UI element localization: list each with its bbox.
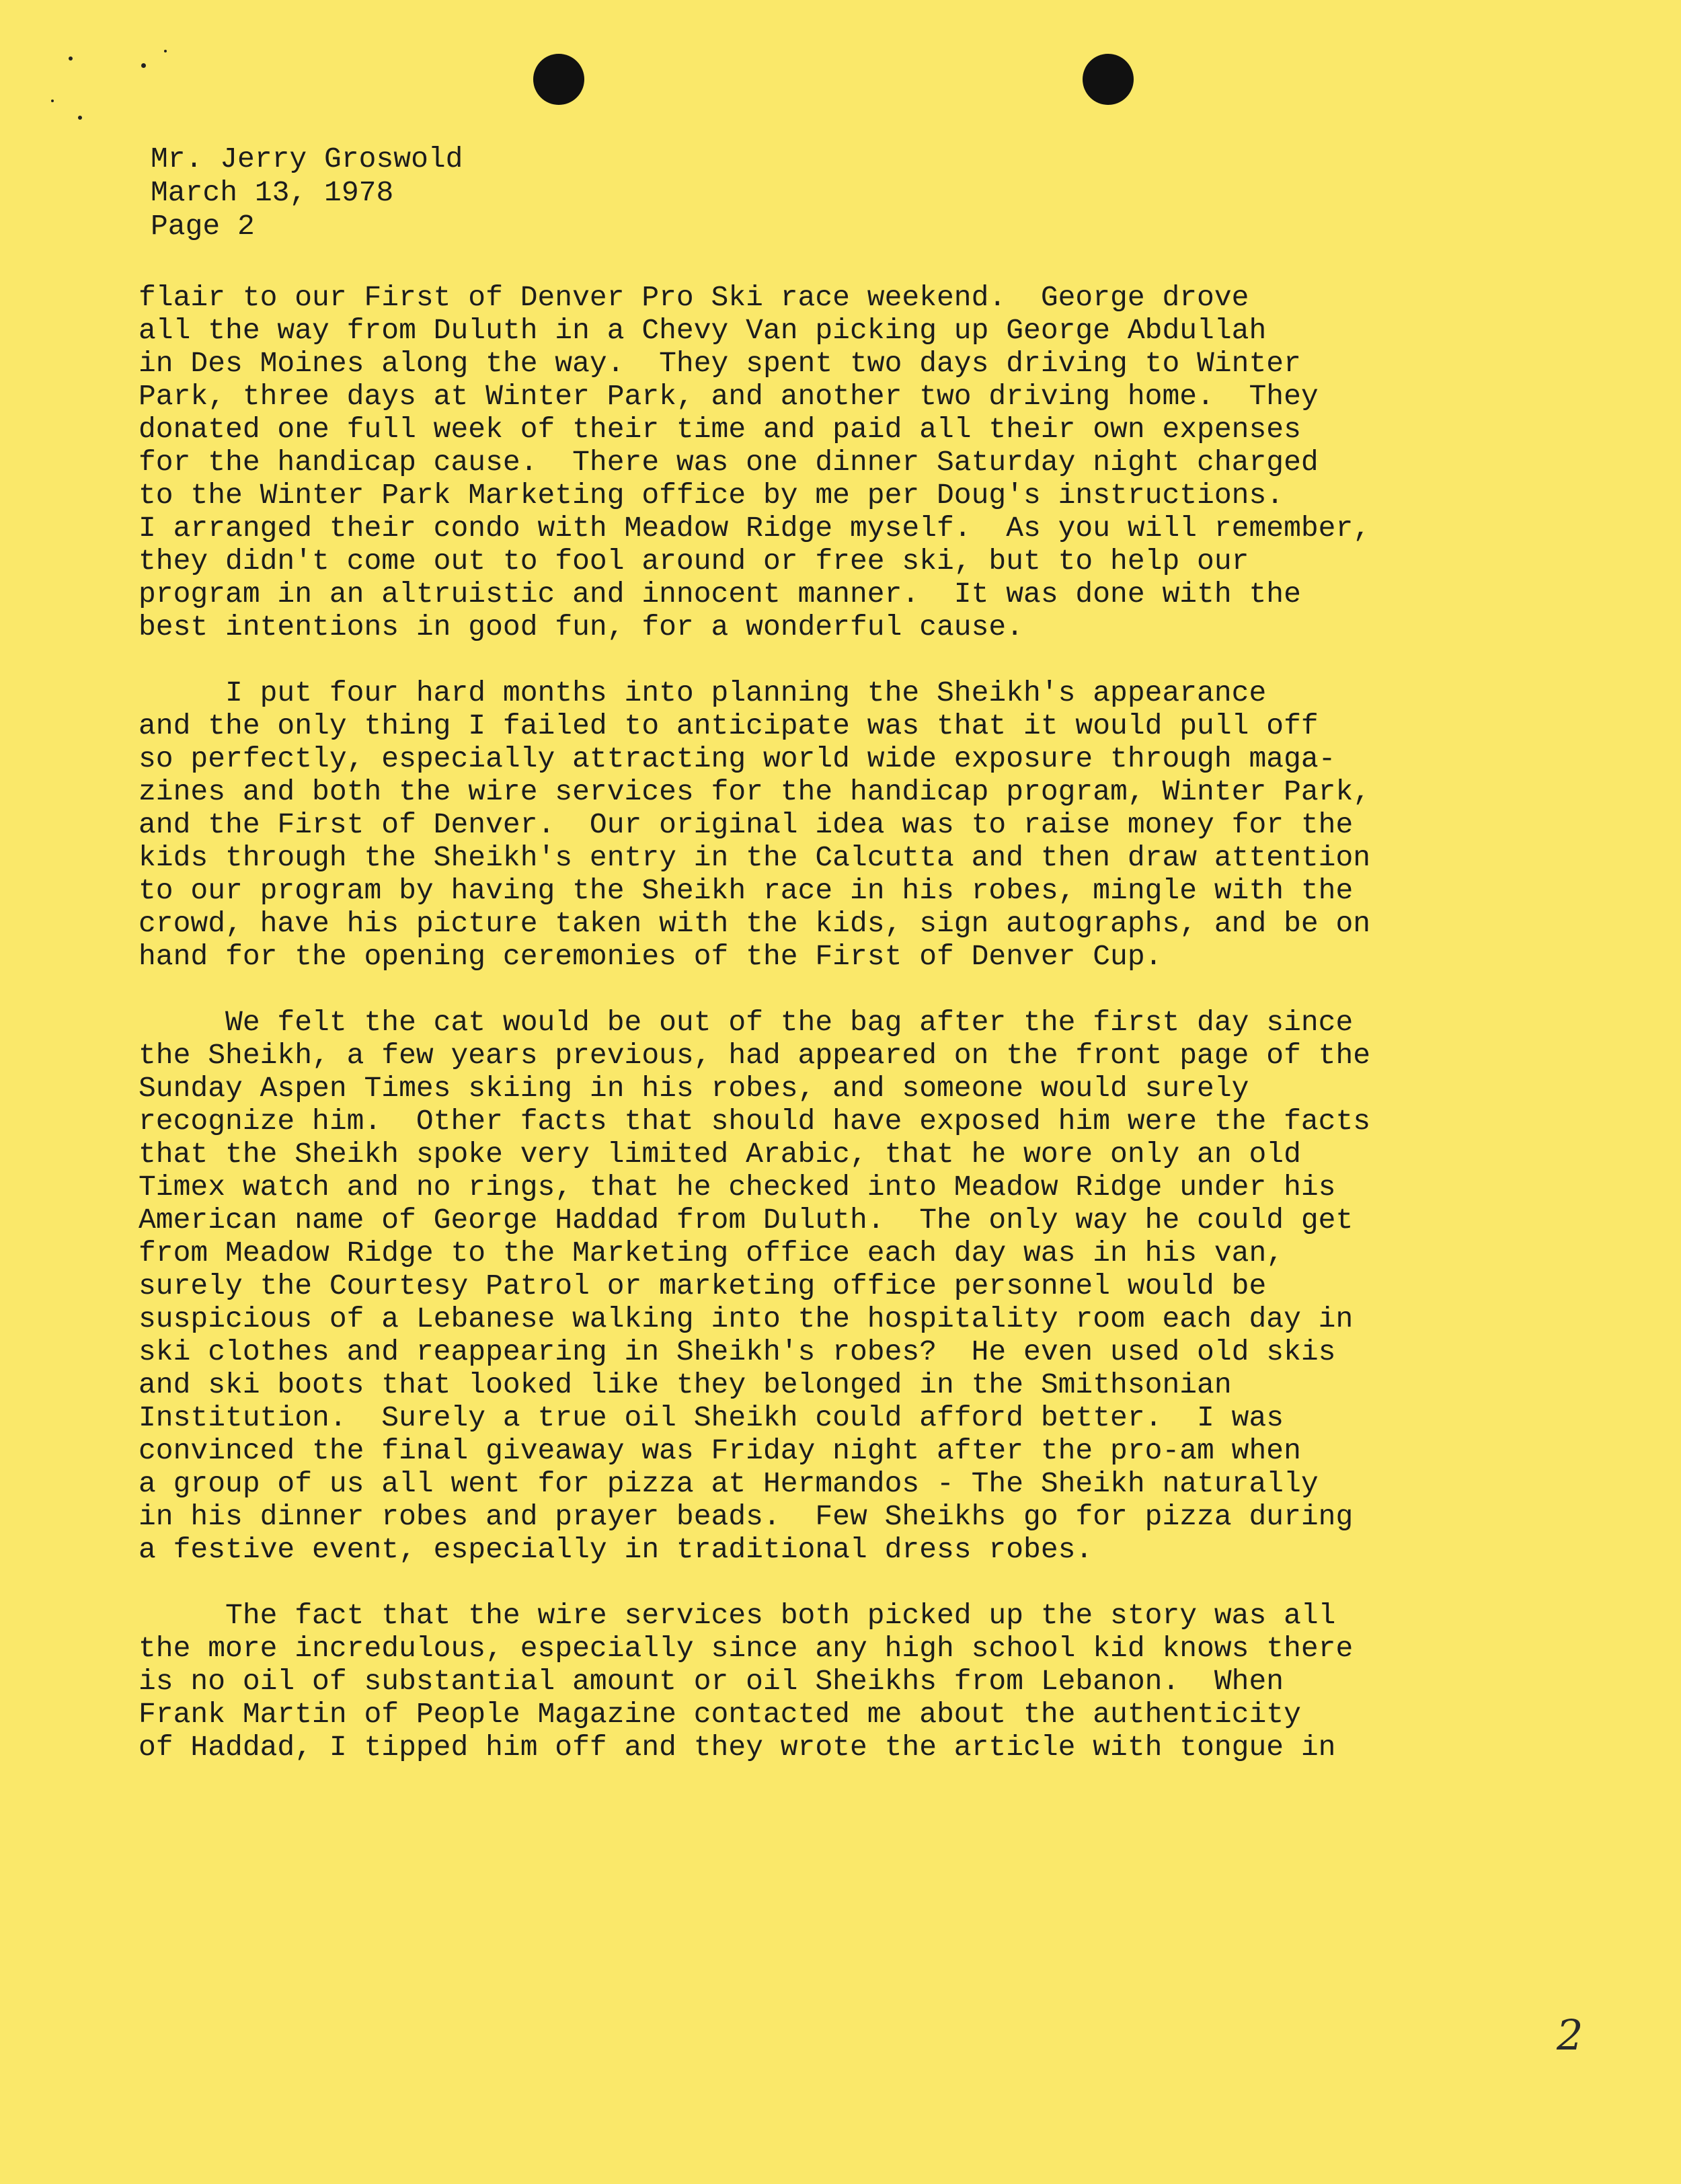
recipient-line: Mr. Jerry Groswold (151, 143, 463, 176)
text-line: ski clothes and reappearing in Sheikh's robes? He even used old skis (139, 1335, 1336, 1368)
text-line: so perfectly, especially attracting world wide exposure through maga- (139, 742, 1336, 775)
punch-hole-left (533, 54, 584, 105)
text-line: program in an altruistic and innocent manner. It was done with the (139, 578, 1301, 611)
paper-speck (164, 50, 167, 52)
text-line: Timex watch and no rings, that he checked into Meadow Ridge under his (139, 1171, 1336, 1204)
text-line: donated one full week of their time and paid all their own expenses (139, 413, 1301, 446)
text-line: to our program by having the Sheikh race in his robes, mingle with the (139, 874, 1354, 907)
paper-speck (78, 116, 82, 120)
text-line: Institution. Surely a true oil Sheikh could afford better. I was (139, 1401, 1284, 1434)
text-line: that the Sheikh spoke very limited Arabic, that he wore only an old (139, 1138, 1301, 1171)
text-line: American name of George Haddad from Duluth. The only way he could get (139, 1204, 1354, 1237)
text-line: and the only thing I failed to anticipate was that it would pull off (139, 709, 1319, 742)
text-line: Sunday Aspen Times skiing in his robes, and someone would surely (139, 1072, 1249, 1105)
page-label: Page 2 (151, 210, 255, 243)
text-line: surely the Courtesy Patrol or marketing office personnel would be (139, 1270, 1267, 1302)
text-line: hand for the opening ceremonies of the First of Denver Cup. (139, 940, 1163, 973)
text-line: for the handicap cause. There was one dinner Saturday night charged (139, 446, 1319, 479)
text-line: kids through the Sheikh's entry in the Calcutta and then draw attention (139, 841, 1371, 874)
text-line: crowd, have his picture taken with the kids, sign autographs, and be on (139, 907, 1371, 940)
paragraph (139, 676, 1584, 973)
text-line: Frank Martin of People Magazine contacted me about the authenticity (139, 1698, 1301, 1731)
text-line: zines and both the wire services for the handicap program, Winter Park, (139, 775, 1371, 808)
text-line: We felt the cat would be out of the bag after the first day since (139, 1006, 1354, 1039)
text-line: I put four hard months into planning the Sheikh's appearance (139, 676, 1267, 709)
punch-hole-right (1083, 54, 1134, 105)
text-line: I arranged their condo with Meadow Ridge myself. As you will remember, (139, 512, 1371, 545)
text-line: a festive event, especially in traditional dress robes. (139, 1533, 1093, 1566)
text-line: a group of us all went for pizza at Hermandos - The Sheikh naturally (139, 1467, 1319, 1500)
paragraph (139, 281, 1584, 644)
paper-speck (51, 100, 54, 102)
text-line: and the First of Denver. Our original idea was to raise money for the (139, 808, 1354, 841)
paragraph (139, 1006, 1584, 1566)
text-line: the Sheikh, a few years previous, had appeared on the front page of the (139, 1039, 1371, 1072)
letter-body (139, 281, 1584, 1797)
text-line: they didn't come out to fool around or free ski, but to help our (139, 545, 1249, 578)
text-line: in his dinner robes and prayer beads. Few Sheikhs go for pizza during (139, 1500, 1354, 1533)
text-line: The fact that the wire services both picked up the story was all (139, 1599, 1336, 1632)
handwritten-page-number: 2 (1557, 2011, 1584, 2060)
text-line: recognize him. Other facts that should have exposed him were the facts (139, 1105, 1371, 1138)
text-line: to the Winter Park Marketing office by me per Doug's instructions. (139, 479, 1284, 512)
letter-header (151, 143, 463, 243)
text-line: all the way from Duluth in a Chevy Van picking up George Abdullah (139, 314, 1267, 347)
text-line: flair to our First of Denver Pro Ski race weekend. George drove (139, 281, 1249, 314)
text-line: and ski boots that looked like they belonged in the Smithsonian (139, 1368, 1232, 1401)
text-line: in Des Moines along the way. They spent two days driving to Winter (139, 347, 1301, 380)
paragraph (139, 1599, 1584, 1764)
text-line: Park, three days at Winter Park, and another two driving home. They (139, 380, 1319, 413)
text-line: convinced the final giveaway was Friday night after the pro-am when (139, 1434, 1301, 1467)
date-line: March 13, 1978 (151, 176, 394, 209)
text-line: suspicious of a Lebanese walking into the hospitality room each day in (139, 1302, 1354, 1335)
paper-speck (69, 56, 73, 61)
paper-speck (141, 63, 146, 68)
text-line: best intentions in good fun, for a wonderful cause. (139, 611, 1024, 644)
text-line: from Meadow Ridge to the Marketing office each day was in his van, (139, 1237, 1284, 1270)
text-line: is no oil of substantial amount or oil Sheikhs from Lebanon. When (139, 1665, 1284, 1698)
text-line: the more incredulous, especially since any high school kid knows there (139, 1632, 1354, 1665)
text-line: of Haddad, I tipped him off and they wrote the article with tongue in (139, 1731, 1336, 1764)
